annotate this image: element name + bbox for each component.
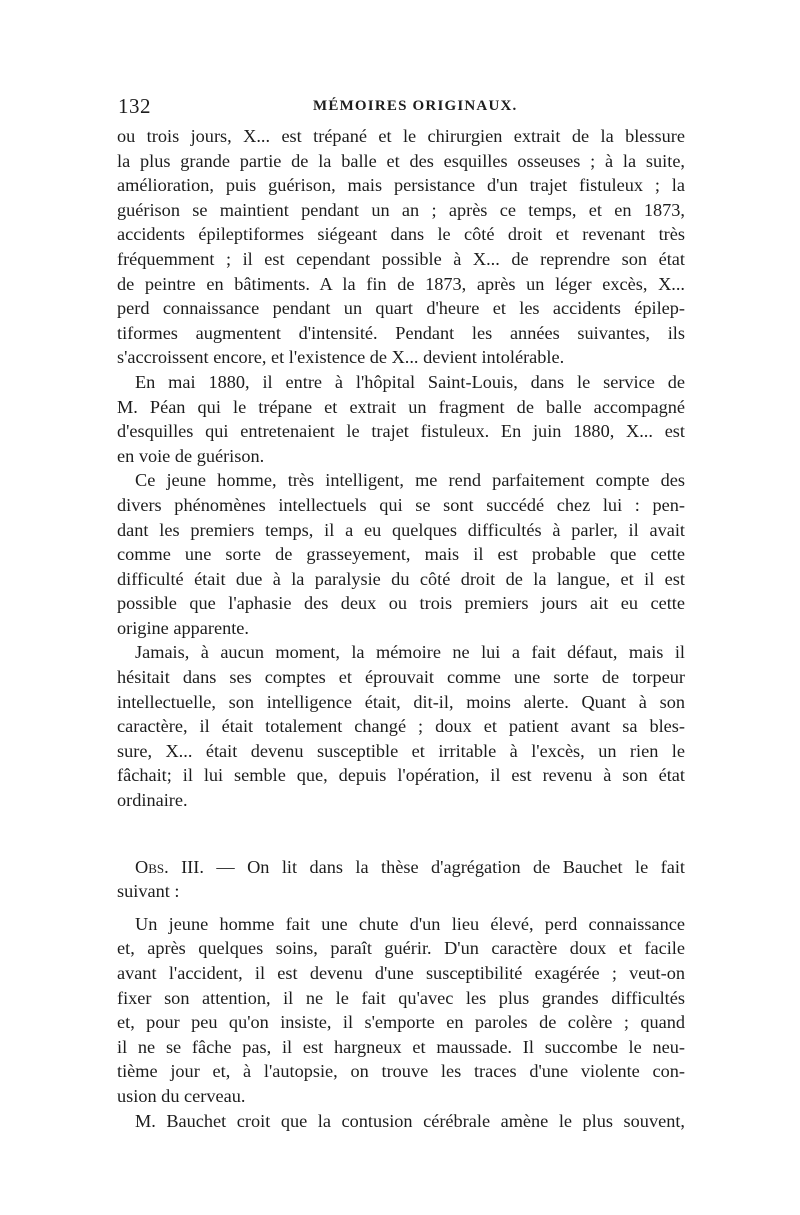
text-line xyxy=(117,855,685,880)
text-line: en voie de guérison. xyxy=(117,445,265,466)
text-line: d'esquilles qui entretenaient le trajet fistuleux. En juin 1880, X... est xyxy=(117,421,685,442)
body-text xyxy=(117,124,685,1133)
text-line: Ce jeune homme, très intelligent, me rend parfaitement compte des xyxy=(135,470,685,491)
observation-label: Obs. III. xyxy=(135,856,204,877)
text-line: hésitait dans ses comptes et éprouvait comme une sorte de torpeur xyxy=(117,667,685,688)
paragraph-observation-heading xyxy=(117,855,685,904)
paragraph-intellectual xyxy=(117,468,685,640)
text-line: accidents épileptiformes siégeant dans le côté droit et revenant très xyxy=(117,224,685,245)
text-line: fréquemment ; il est cependant possible à X... de reprendre son état xyxy=(117,248,685,269)
text-line: comme une sorte de grasseyement, mais il est probable que cette xyxy=(117,544,685,565)
text-line: la plus grande partie de la balle et des esquilles osseuses ; à la suite, xyxy=(117,150,685,171)
text-line: de peintre en bâtiments. A la fin de 1873, après un léger excès, X... xyxy=(117,273,685,294)
text-line: fixer son attention, il ne le fait qu'avec les plus grandes difficultés xyxy=(117,987,685,1008)
observation-intro: — On lit dans la thèse d'agrégation de Bauchet le fait xyxy=(203,856,685,877)
text-line: guérison se maintient pendant un an ; après ce temps, et en 1873, xyxy=(117,199,685,220)
paragraph-bauchet xyxy=(117,1109,685,1134)
running-title: MÉMOIRES ORIGINAUX. xyxy=(313,98,518,114)
paragraph-memory xyxy=(117,640,685,812)
text-line: Jamais, à aucun moment, la mémoire ne lui a fait défaut, mais il xyxy=(135,642,685,663)
text-line: dant les premiers temps, il a eu quelques difficultés à parler, il avait xyxy=(117,519,685,540)
text-line: s'accroissent encore, et l'existence de X... devient intolérable. xyxy=(117,347,565,368)
text-line: tiformes augmentent d'intensité. Pendant les années suivantes, ils xyxy=(117,322,685,343)
text-line: suivant : xyxy=(117,881,180,902)
page-header xyxy=(118,94,686,124)
text-line: amélioration, puis guérison, mais persistance d'un trajet fistuleux ; la xyxy=(117,175,685,196)
text-line: il ne se fâche pas, il est hargneux et maussade. Il succombe le neu- xyxy=(117,1036,685,1057)
text-line: et, après quelques soins, paraît guérir. D'un caractère doux et facile xyxy=(117,938,685,959)
text-line: et, pour peu qu'on insiste, il s'emporte en paroles de colère ; quand xyxy=(117,1012,685,1033)
text-line: caractère, il était totalement changé ; doux et patient avant sa bles- xyxy=(117,716,685,737)
text-line: difficulté était due à la paralysie du côté droit de la langue, et il est xyxy=(117,568,685,589)
paragraph-continuation xyxy=(117,124,685,370)
paragraph-hospital xyxy=(117,370,685,468)
text-line: Un jeune homme fait une chute d'un lieu élevé, perd connaissance xyxy=(135,913,685,934)
text-line: possible que l'aphasie des deux ou trois premiers jours ait eu cette xyxy=(117,593,685,614)
text-line: usion du cerveau. xyxy=(117,1085,246,1106)
text-line: En mai 1880, il entre à l'hôpital Saint-Louis, dans le service de xyxy=(135,371,685,392)
text-line: sure, X... était devenu susceptible et irritable à l'excès, un rien le xyxy=(117,740,685,761)
text-line: avant l'accident, il est devenu d'une susceptibilité exagérée ; veut-on xyxy=(117,963,685,983)
text-line: ou trois jours, X... est trépané et le chirurgien extrait de la blessure xyxy=(117,126,685,146)
text-line: divers phénomènes intellectuels qui se sont succédé chez lui : pen- xyxy=(117,494,685,515)
page-number: 132 xyxy=(118,94,151,118)
text-line: origine apparente. xyxy=(117,617,249,638)
text-line: ordinaire. xyxy=(117,790,188,811)
text-line: M. Péan qui le trépane et extrait un fragment de balle accompagné xyxy=(117,396,685,417)
text-line: fâchait; il lui semble que, depuis l'opération, il est revenu à son état xyxy=(117,765,685,786)
text-line: M. Bauchet croit que la contusion cérébrale amène le plus souvent, xyxy=(135,1110,685,1131)
text-line: intellectuelle, son intelligence était, dit-il, moins alerte. Quant à son xyxy=(117,691,685,712)
text-line: perd connaissance pendant un quart d'heure et les accidents épilep- xyxy=(117,298,685,319)
text-line: tième jour et, à l'autopsie, on trouve les traces d'une violente con- xyxy=(117,1061,685,1082)
paragraph-case xyxy=(117,912,685,1109)
